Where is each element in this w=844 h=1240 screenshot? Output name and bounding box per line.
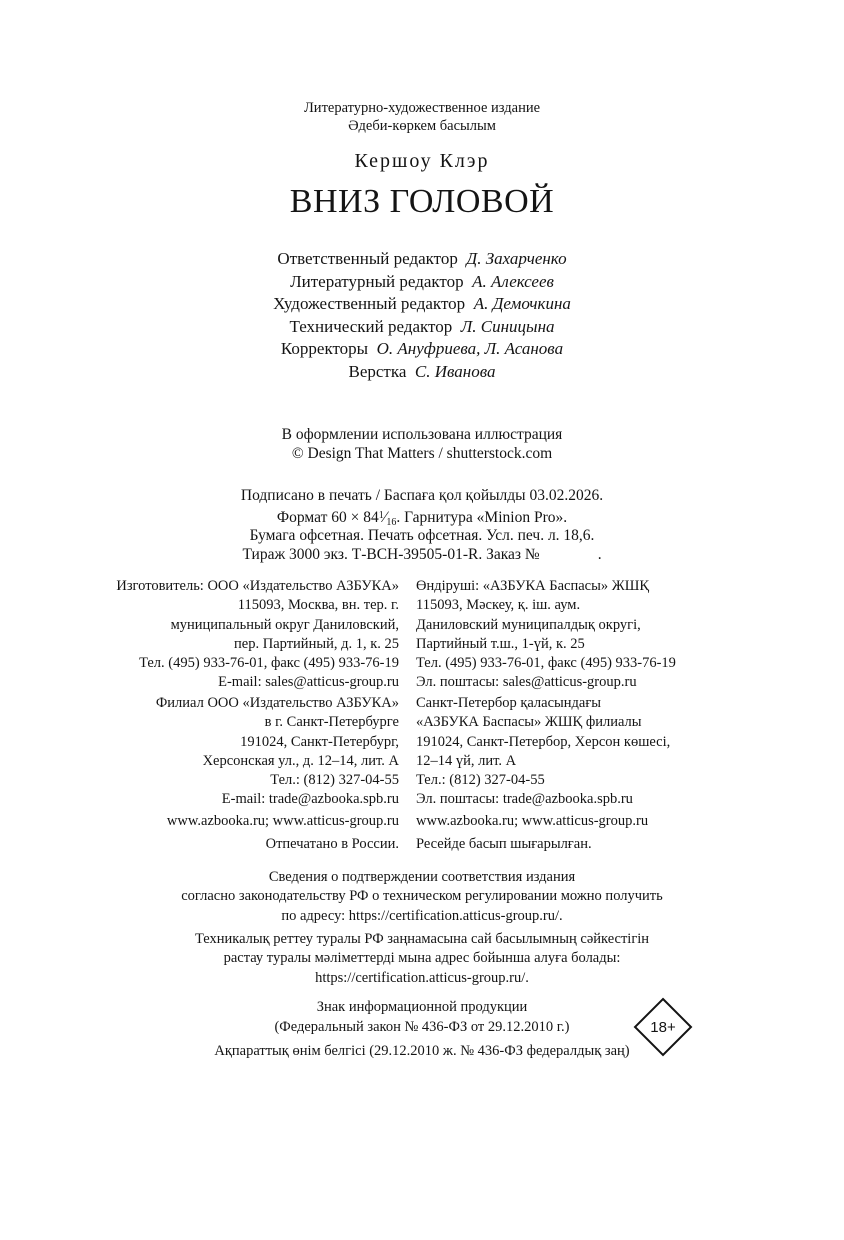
website-links-kz: www.azbooka.ru; www.atticus-group.ru (416, 813, 649, 829)
manufacturer-kz (416, 577, 836, 693)
certification-ru-line: по адресу: https://certification.atticus-group.ru/. (281, 907, 563, 924)
printed-in-kz: Ресейде басып шығарылған. (416, 836, 592, 852)
branch-ru-line: в г. Санкт-Петербурге (264, 714, 399, 731)
branch-ru-line: Тел.: (812) 327-04-55 (270, 772, 399, 789)
manufacturer-kz-line: Эл. поштасы: sales@atticus-group.ru (416, 674, 637, 691)
printed-in-ru: Отпечатано в России. (265, 836, 399, 852)
branch-ru-line: Херсонская ул., д. 12–14, лит. А (202, 752, 399, 769)
age-rating-text: 18+ (650, 1018, 676, 1036)
staff-name: А. Алексеев (472, 271, 554, 291)
book-title: ВНИЗ ГОЛОВОЙ (289, 183, 555, 220)
certification-kz-line: https://certification.atticus-group.ru/. (315, 969, 529, 986)
branch-kz-line: 12–14 үй, лит. А (416, 752, 517, 769)
staff-row (0, 316, 844, 339)
manufacturer-kz-line: 115093, Мәскеу, қ. іш. аум. (416, 597, 581, 614)
staff-role: Ответственный редактор (277, 249, 458, 268)
info-sign-law-ru: (Федеральный закон № 436-ФЗ от 29.12.2010 г.) (274, 1019, 570, 1035)
branch-ru (0, 694, 399, 810)
staff-name: Д. Захарченко (466, 249, 567, 268)
branch-kz-line: «АЗБУКА Баспасы» ЖШҚ филиалы (416, 714, 642, 731)
format-suffix: . Гарнитура «Minion Pro». (396, 509, 568, 526)
illustration-note: В оформлении использована иллюстрация (281, 426, 563, 443)
format-numerator: 1 (378, 510, 384, 521)
branch-kz-line: Тел.: (812) 327-04-55 (416, 772, 545, 789)
age-rating-badge (633, 997, 693, 1057)
manufacturer-ru-line: Тел. (495) 933-76-01, факс (495) 933-76-19 (139, 655, 399, 672)
staff-name: С. Иванова (414, 361, 496, 381)
edition-type-ru: Литературно-художественное издание (303, 100, 541, 116)
staff-role: Литературный редактор (290, 271, 464, 291)
certification-kz-line: Техникалық реттеу туралы РФ заңнамасына сай басылымның сәйкестігін (194, 931, 650, 947)
branch-kz-line: 191024, Санкт-Петербор, Херсон көшесі, (416, 733, 671, 750)
manufacturer-kz-line: Партийный т.ш., 1-үй, к. 25 (416, 635, 585, 652)
staff-role: Художественный редактор (273, 294, 466, 313)
certification-ru-line: согласно законодательству РФ о техническом регулировании можно получить (181, 888, 663, 905)
staff-role: Верстка (348, 361, 407, 381)
manufacturer-kz-line: Даниловский муниципалдық округі, (416, 616, 641, 633)
manufacturer-ru-line: пер. Партийный, д. 1, к. 25 (234, 635, 399, 652)
manufacturer-ru (0, 577, 399, 693)
manufacturer-ru-line: муниципальный округ Даниловский, (170, 616, 399, 633)
format-denominator: 16 (386, 517, 397, 528)
branch-ru-line: 191024, Санкт-Петербург, (240, 733, 399, 750)
info-sign-law-kz: Ақпараттық өнім белгісі (29.12.2010 ж. № 436-ФЗ федералдық заң) (214, 1043, 630, 1059)
branch-ru-line: E-mail: trade@azbooka.spb.ru (221, 791, 399, 808)
manufacturer-ru-line: E-mail: sales@atticus-group.ru (218, 674, 399, 691)
staff-row (0, 361, 844, 384)
manufacturer-ru-line: 115093, Москва, вн. тер. г. (237, 597, 399, 614)
print-run-end: . (597, 546, 602, 563)
format-slash: ⁄ (383, 509, 387, 526)
certification-kz-line: растау туралы мәліметтерді мына адрес бойынша алуға болады: (223, 950, 621, 967)
staff-name: А. Демочкина (473, 294, 571, 313)
manufacturer-kz-line: Тел. (495) 933-76-01, факс (495) 933-76-19 (416, 655, 676, 672)
website-links-ru: www.azbooka.ru; www.atticus-group.ru (166, 813, 399, 829)
staff-role: Технический редактор (289, 316, 453, 336)
staff-row (0, 248, 844, 271)
staff-name: Л. Синицына (460, 316, 555, 336)
staff-list (0, 248, 844, 383)
staff-row (0, 271, 844, 294)
print-signed: Подписано в печать / Баспаға қол қойылды 03.02.2026. (240, 487, 604, 504)
print-run (0, 545, 844, 565)
branch-kz (416, 694, 836, 810)
staff-role: Корректоры (280, 339, 369, 358)
staff-row (0, 338, 844, 361)
print-run-text: Тираж 3000 экз. Т-ВСН-39505-01-R. Заказ № (242, 546, 540, 563)
book-author: Кершоу Клэр (354, 150, 490, 172)
format-prefix: Формат 60 × 84 (276, 509, 379, 526)
branch-ru-line: Филиал ООО «Издательство АЗБУКА» (155, 695, 399, 711)
manufacturer-ru-line: Изготовитель: ООО «Издательство АЗБУКА» (116, 578, 399, 594)
info-sign-title: Знак информационной продукции (316, 999, 528, 1015)
certification-ru-line: Сведения о подтверждении соответствия издания (268, 869, 576, 885)
staff-name: О. Ануфриева, Л. Асанова (376, 339, 564, 358)
certification-kz (0, 930, 844, 988)
manufacturer-kz-line: Өндіруші: «АЗБУКА Баспасы» ЖШҚ (416, 578, 650, 594)
branch-kz-line: Санкт-Петербор қаласындағы (416, 695, 602, 711)
certification-ru (0, 868, 844, 926)
branch-kz-line: Эл. поштасы: trade@azbooka.spb.ru (416, 791, 633, 808)
print-paper: Бумага офсетная. Печать офсетная. Усл. печ. л. 18,6. (249, 527, 595, 544)
staff-row (0, 293, 844, 316)
edition-type-kz: Әдеби-көркем басылым (348, 118, 496, 134)
illustration-credit: © Design That Matters / shutterstock.com (291, 445, 553, 462)
